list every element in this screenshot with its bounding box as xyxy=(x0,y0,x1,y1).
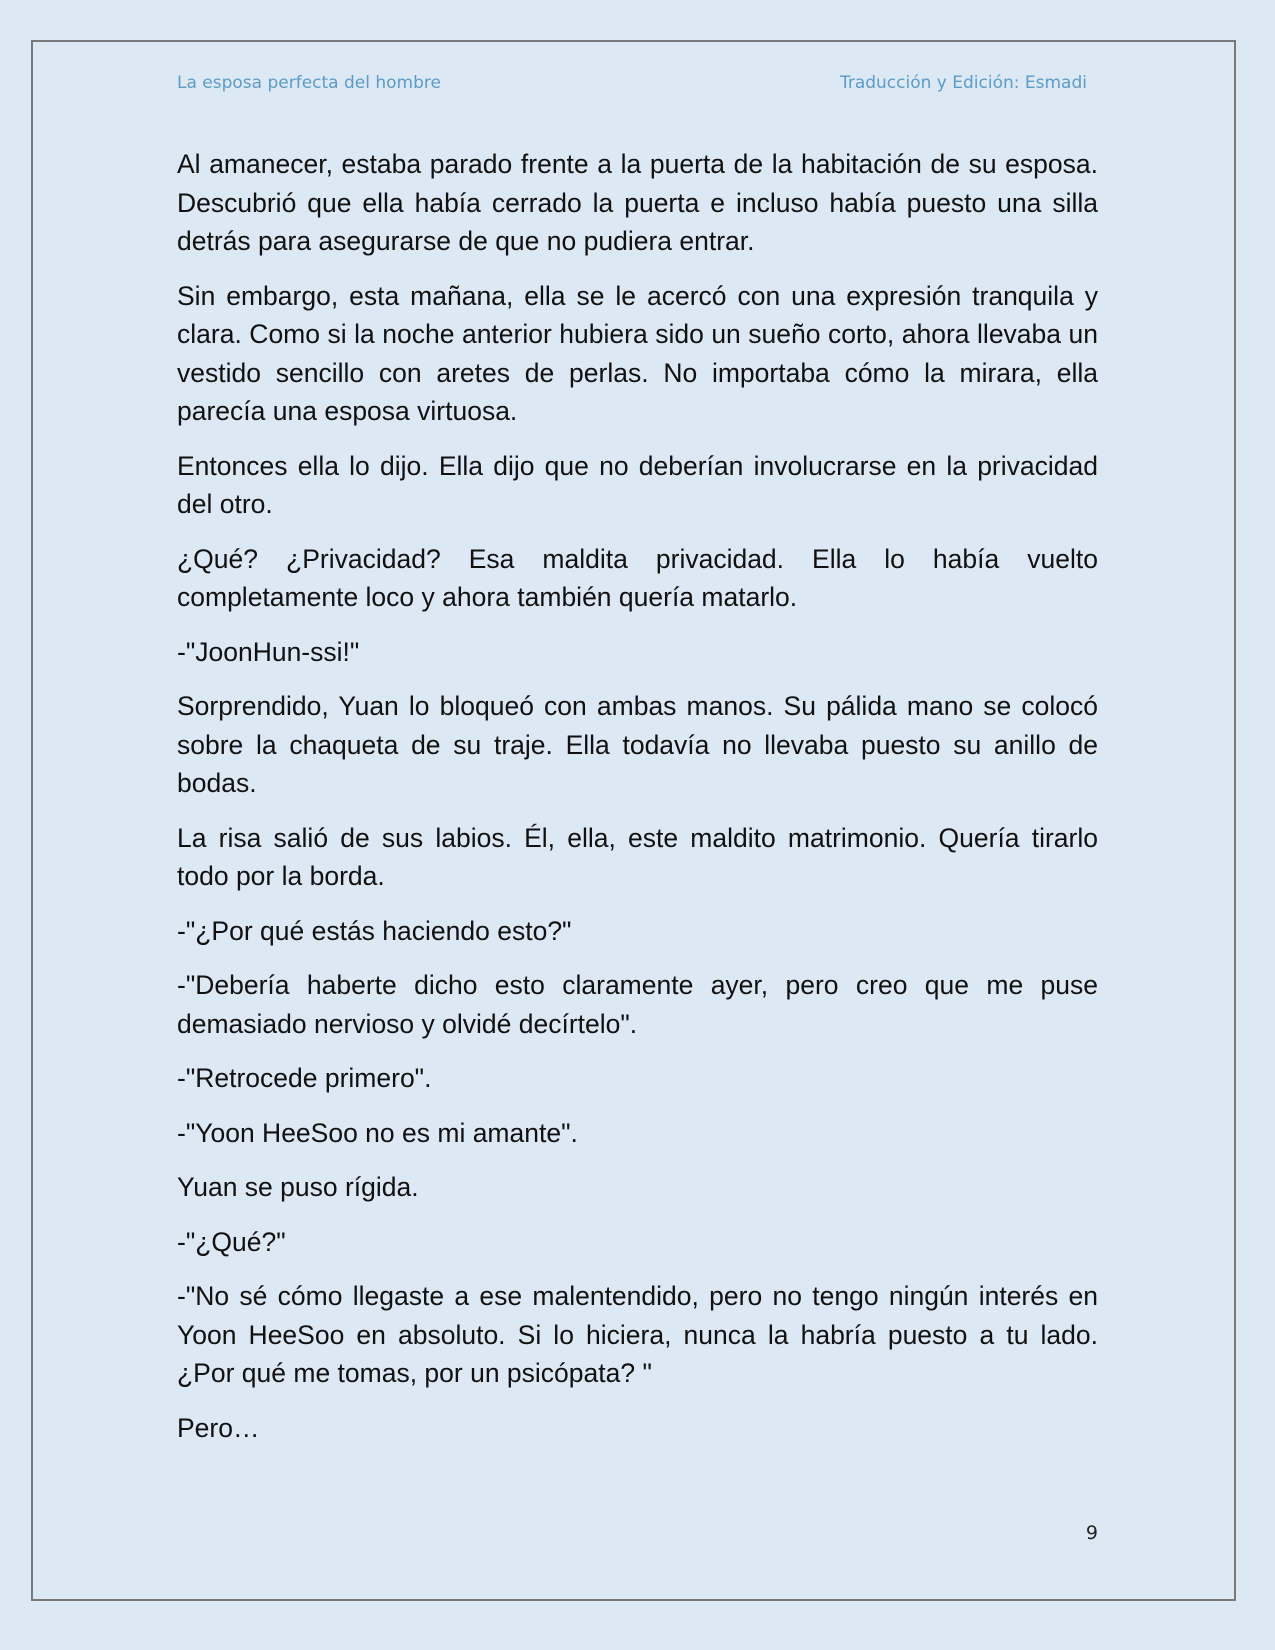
paragraph: -"Debería haberte dicho esto claramente ayer, pero creo que me puse demasiado nervioso y olvidé decírtelo". xyxy=(177,970,1098,1039)
paragraph: Sin embargo, esta mañana, ella se le acercó con una expresión tranquila y clara. Como si la noche anterior hubiera sido un sueño corto, ahora llevaba un vestido sencillo con aretes de perlas. No importaba cómo la mirara, ella parecía una esposa virtuosa. xyxy=(177,280,1098,426)
paragraph: -"¿Qué?" xyxy=(177,1226,286,1257)
header-credits: Traducción y Edición: Esmadi xyxy=(839,73,1087,93)
paragraph: Sorprendido, Yuan lo bloqueó con ambas manos. Su pálida mano se colocó sobre la chaqueta de su traje. Ella todavía no llevaba puesto su anillo de bodas. xyxy=(177,691,1098,798)
page-number: 9 xyxy=(1085,1522,1098,1544)
paragraph: Yuan se puso rígida. xyxy=(177,1172,419,1202)
paragraph: La risa salió de sus labios. Él, ella, este maldito matrimonio. Quería tirarlo todo por la borda. xyxy=(177,822,1098,891)
paragraph: -"JoonHun-ssi!" xyxy=(177,636,360,667)
paragraph: ¿Qué? ¿Privacidad? Esa maldita privacidad. Ella lo había vuelto completamente loco y ahora también quería matarlo. xyxy=(177,543,1098,612)
header-book-title: La esposa perfecta del hombre xyxy=(177,73,441,93)
page-header xyxy=(177,73,1087,99)
body-text xyxy=(177,145,1098,1463)
paragraph: Entonces ella lo dijo. Ella dijo que no deberían involucrarse en la privacidad del otro. xyxy=(177,450,1098,519)
paragraph: -"¿Por qué estás haciendo esto?" xyxy=(177,915,572,946)
paragraph: Pero… xyxy=(177,1412,260,1443)
paragraph: Al amanecer, estaba parado frente a la puerta de la habitación de su esposa. Descubrió que ella había cerrado la puerta e incluso había puesto una silla detrás para asegurarse de que no pudiera entrar. xyxy=(177,149,1098,256)
paragraph: -"Yoon HeeSoo no es mi amante". xyxy=(177,1117,578,1148)
paragraph: -"No sé cómo llegaste a ese malentendido, pero no tengo ningún interés en Yoon HeeSoo en absoluto. Si lo hiciera, nunca la habría puesto a tu lado. ¿Por qué me tomas, por un psicópata? " xyxy=(177,1281,1098,1388)
paragraph: -"Retrocede primero". xyxy=(177,1063,432,1093)
